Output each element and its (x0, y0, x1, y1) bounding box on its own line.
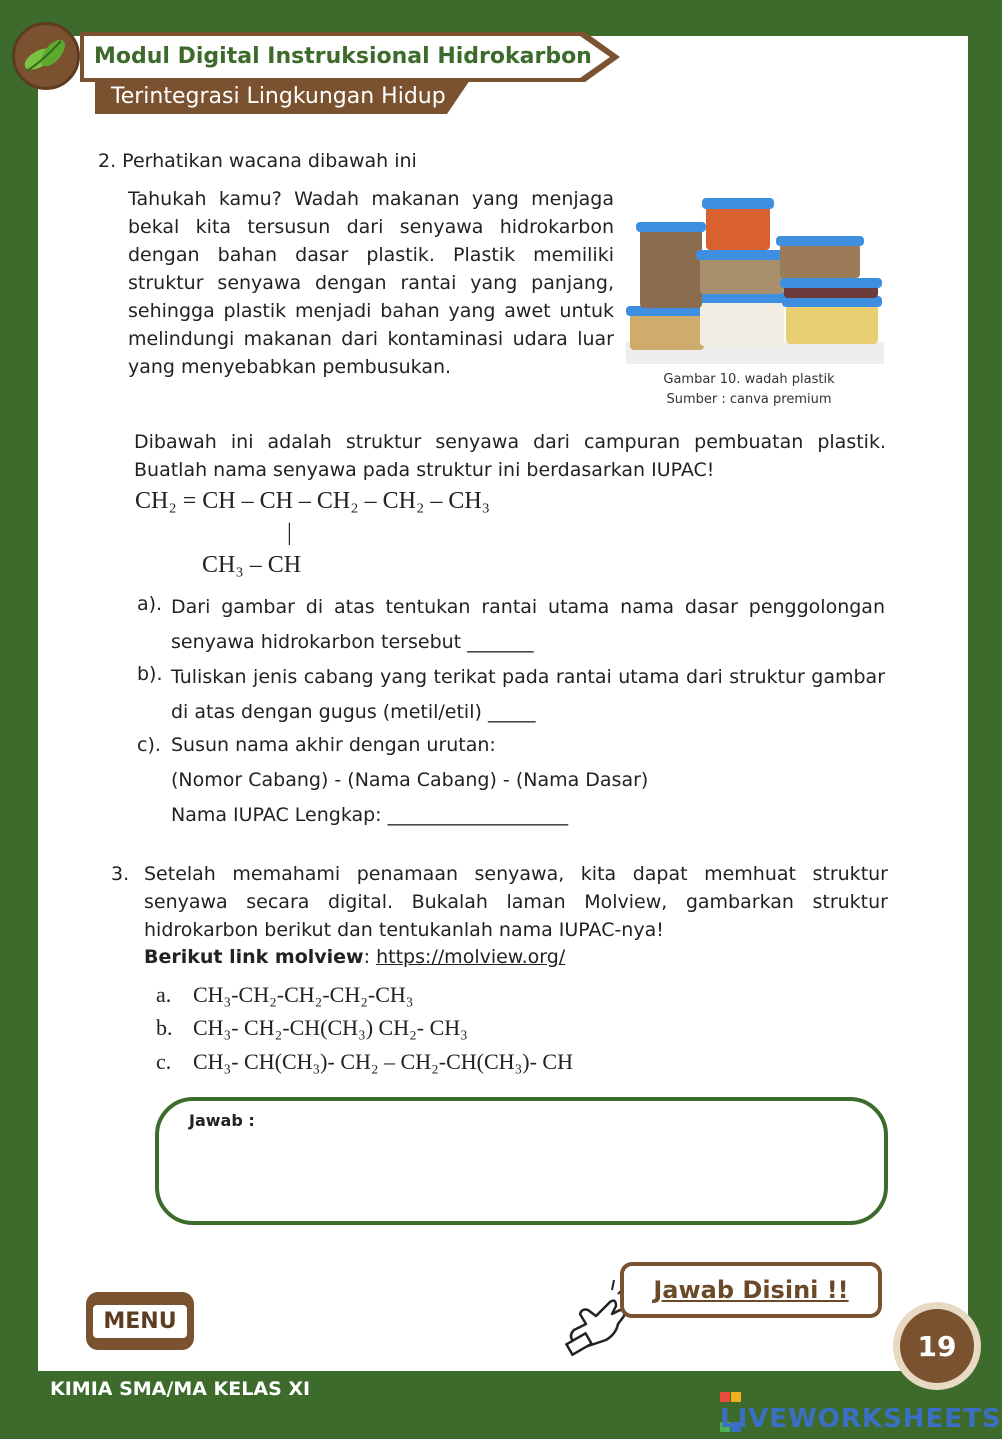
item-c-text: Susun nama akhir dengan urutan: (171, 734, 496, 756)
title-banner (80, 32, 620, 82)
question-2-heading: 2. Perhatikan wacana dibawah ini (98, 150, 417, 172)
subtitle-banner (95, 80, 470, 114)
footer-course-label: KIMIA SMA/MA KELAS XI (50, 1378, 311, 1400)
question-3-text: Setelah memahami penamaan senyawa, kita dapat memhuat struktur senyawa secara digital. Bukalah laman Molview, gambarkan struktur hidrokarbon berikut dan tentukanlah nama IUPAC-nya! (144, 863, 888, 941)
molview-link-separator: : (363, 946, 377, 968)
formula-a: CH₃-CH₂-CH₂-CH₂-CH₃ (193, 982, 414, 1007)
module-subtitle: Terintegrasi Lingkungan Hidup (111, 84, 446, 109)
figure-source: Sumber : canva premium (666, 392, 832, 407)
module-title: Modul Digital Instruksional Hidrokarbon (94, 44, 592, 69)
molview-link[interactable]: https://molview.org/ (376, 946, 566, 968)
molview-link-label: Berikut link molview (144, 946, 364, 968)
structure-branch: CH₃ – CH (202, 552, 302, 578)
structure-bond: | (287, 520, 292, 546)
figure-caption: Gambar 10. wadah plastik (663, 372, 835, 387)
menu-button-label: MENU (93, 1305, 186, 1338)
liveworksheets-brand (720, 1374, 1002, 1434)
formula-c-label: c. (156, 1049, 172, 1074)
liveworksheets-text: LIVEWORKSHEETS (720, 1404, 1002, 1434)
formula-c: CH₃- CH(CH₃)- CH₂ – CH₂-CH(CH₃)- CH (193, 1049, 573, 1074)
formula-a-label: a. (156, 982, 172, 1007)
item-a-text: Dari gambar di atas tentukan rantai utama nama dasar penggolongan senyawa hidrokarbon tersebut _______ (171, 596, 885, 653)
page-number: 19 (900, 1309, 974, 1383)
question-2-instruction: Dibawah ini adalah struktur senyawa dari campuran pembuatan plastik. Buatlah nama senyawa pada struktur ini berdasarkan IUPAC! (134, 431, 886, 481)
item-c-full-name: Nama IUPAC Lengkap: ___________________ (171, 804, 569, 826)
answer-box[interactable] (155, 1097, 888, 1225)
answer-label: Jawab : (189, 1111, 255, 1130)
item-a-label: a). (137, 593, 163, 615)
formula-b: CH₃- CH₂-CH(CH₃) CH₂- CH₃ (193, 1015, 468, 1040)
answer-here-button[interactable]: Jawab Disini !! (620, 1262, 882, 1318)
question-3-number: 3. (111, 863, 130, 885)
structure-main-chain: CH₂ = CH – CH – CH₂ – CH₂ – CH₃ (135, 488, 491, 514)
item-b-text: Tuliskan jenis cabang yang terikat pada rantai utama dari struktur gambar di atas dengan gugus (metil/etil) _____ (171, 666, 885, 723)
plastic-containers-image (626, 192, 884, 364)
formula-b-label: b. (156, 1015, 173, 1040)
liveworksheets-logo-icon (720, 1379, 744, 1401)
item-b-label: b). (137, 663, 163, 685)
leaf-logo-icon (12, 22, 80, 90)
item-c-label: c). (137, 734, 161, 756)
question-2-paragraph: Tahukah kamu? Wadah makanan yang menjaga bekal kita tersusun dari senyawa hidrokarbon dengan bahan dasar plastik. Plastik memiliki struktur senyawa dengan rantai yang panjang, sehingga plastik menjadi bahan yang awet untuk melindungi makanan dari kontaminasi udara luar yang menyebabkan pembusukan. (128, 188, 614, 378)
item-c-order: (Nomor Cabang) - (Nama Cabang) - (Nama Dasar) (171, 769, 649, 791)
menu-button[interactable] (86, 1292, 194, 1350)
molview-link-line (144, 943, 565, 971)
